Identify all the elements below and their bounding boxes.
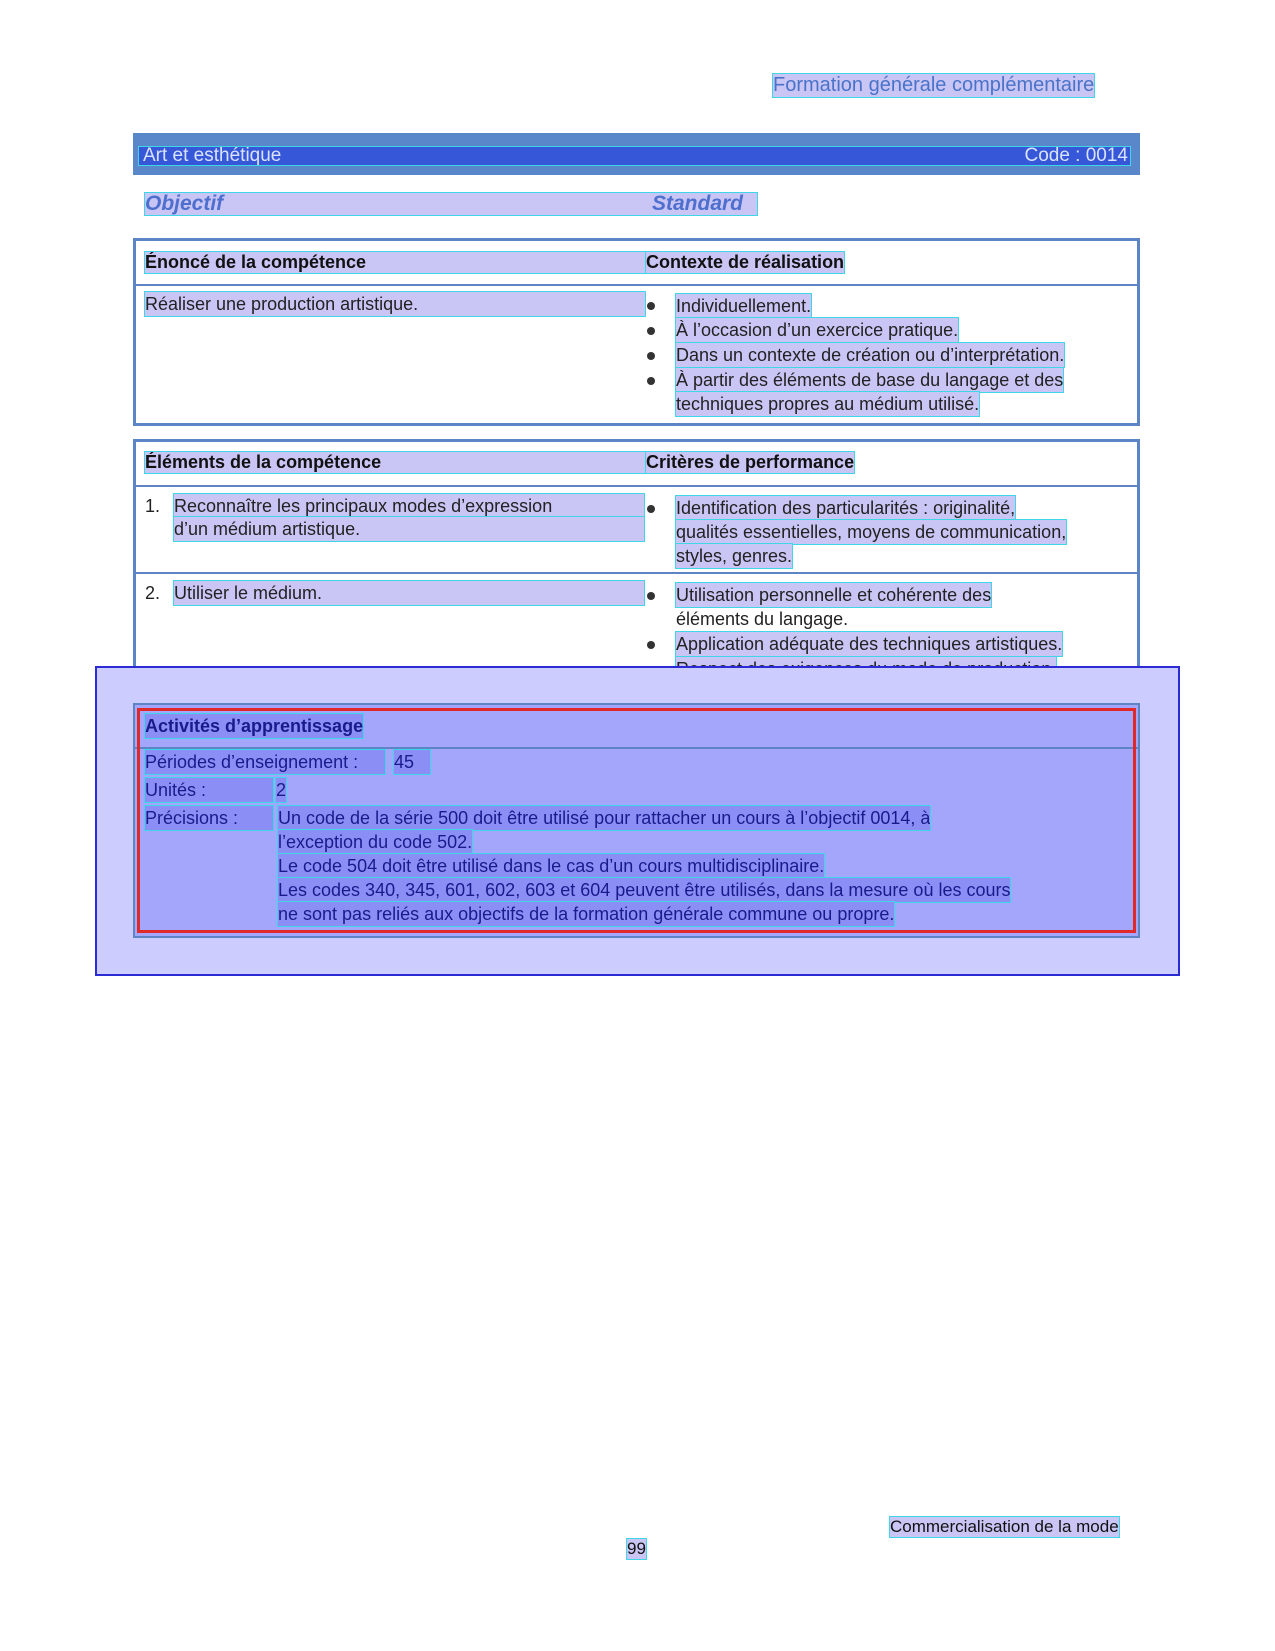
bullet-icon <box>647 352 655 360</box>
precision-line: Un code de la série 500 doit être utilisé pour rattacher un cours à l’objectif 0014, à <box>278 808 931 828</box>
course-band <box>133 133 1140 175</box>
criteria-item: Application adéquate des techniques artistiques. <box>676 634 1063 654</box>
element-text: Utiliser le médium. <box>174 581 644 605</box>
precisions-label: Précisions : <box>145 806 273 830</box>
course-title: Art et esthétique <box>143 145 282 166</box>
course-band-highlight <box>139 147 1130 165</box>
bullet-icon <box>647 327 655 335</box>
table-divider <box>136 485 1137 487</box>
bullet-icon <box>647 377 655 385</box>
context-item: Dans un contexte de création ou d’interprétation. <box>676 345 1065 365</box>
precision-line: l’exception du code 502. <box>278 832 473 852</box>
bullet-icon <box>647 302 655 310</box>
precision-line: Les codes 340, 345, 601, 602, 603 et 604 peuvent être utilisés, dans la mesure où les cours <box>278 880 1011 900</box>
criteria-item-continued: éléments du langage. <box>676 609 849 629</box>
periods-label: Périodes d’enseignement : <box>145 750 385 774</box>
page-number: 99 <box>627 1539 646 1558</box>
element-text: Reconnaître les principaux modes d’expression <box>174 494 644 518</box>
table-divider <box>136 572 1137 574</box>
element-number: 1. <box>145 496 161 516</box>
precision-line: Le code 504 doit être utilisé dans le cas d’un cours multidisciplinaire. <box>278 856 825 876</box>
context-item: Individuellement. <box>676 296 812 316</box>
context-item: À l’occasion d’un exercice pratique. <box>676 320 959 340</box>
precision-line: ne sont pas reliés aux objectifs de la formation générale commune ou propre. <box>278 904 895 924</box>
objective-label: Objectif <box>145 192 224 215</box>
element-number: 2. <box>145 583 161 603</box>
context-header: Contexte de réalisation <box>646 252 845 272</box>
periods-value: 45 <box>394 750 430 774</box>
standard-label: Standard <box>652 192 744 215</box>
units-value: 2 <box>276 780 287 800</box>
criteria-item-continued: styles, genres. <box>676 546 793 566</box>
criteria-header: Critères de performance <box>646 452 855 472</box>
bullet-icon <box>647 505 655 513</box>
document-section-title: Formation générale complémentaire <box>773 74 1095 96</box>
statement-header: Énoncé de la compétence <box>145 252 645 273</box>
criteria-item-continued: qualités essentielles, moyens de communication, <box>676 522 1067 542</box>
context-item: À partir des éléments de base du langage et des <box>676 370 1064 390</box>
table-divider <box>136 284 1137 286</box>
elements-header: Éléments de la compétence <box>145 452 645 473</box>
course-code: Code : 0014 <box>1024 145 1128 166</box>
activities-title: Activités d’apprentissage <box>145 716 364 736</box>
bullet-icon <box>647 641 655 649</box>
element-text-continued: d’un médium artistique. <box>174 517 644 541</box>
criteria-item: Identification des particularités : originalité, <box>676 498 1016 518</box>
bullet-icon <box>647 592 655 600</box>
statement-text: Réaliser une production artistique. <box>145 292 645 316</box>
criteria-item: Utilisation personnelle et cohérente des <box>676 585 992 605</box>
units-label: Unités : <box>145 778 273 802</box>
program-name: Commercialisation de la mode <box>890 1517 1119 1536</box>
context-item-continued: techniques propres au médium utilisé. <box>676 394 980 414</box>
